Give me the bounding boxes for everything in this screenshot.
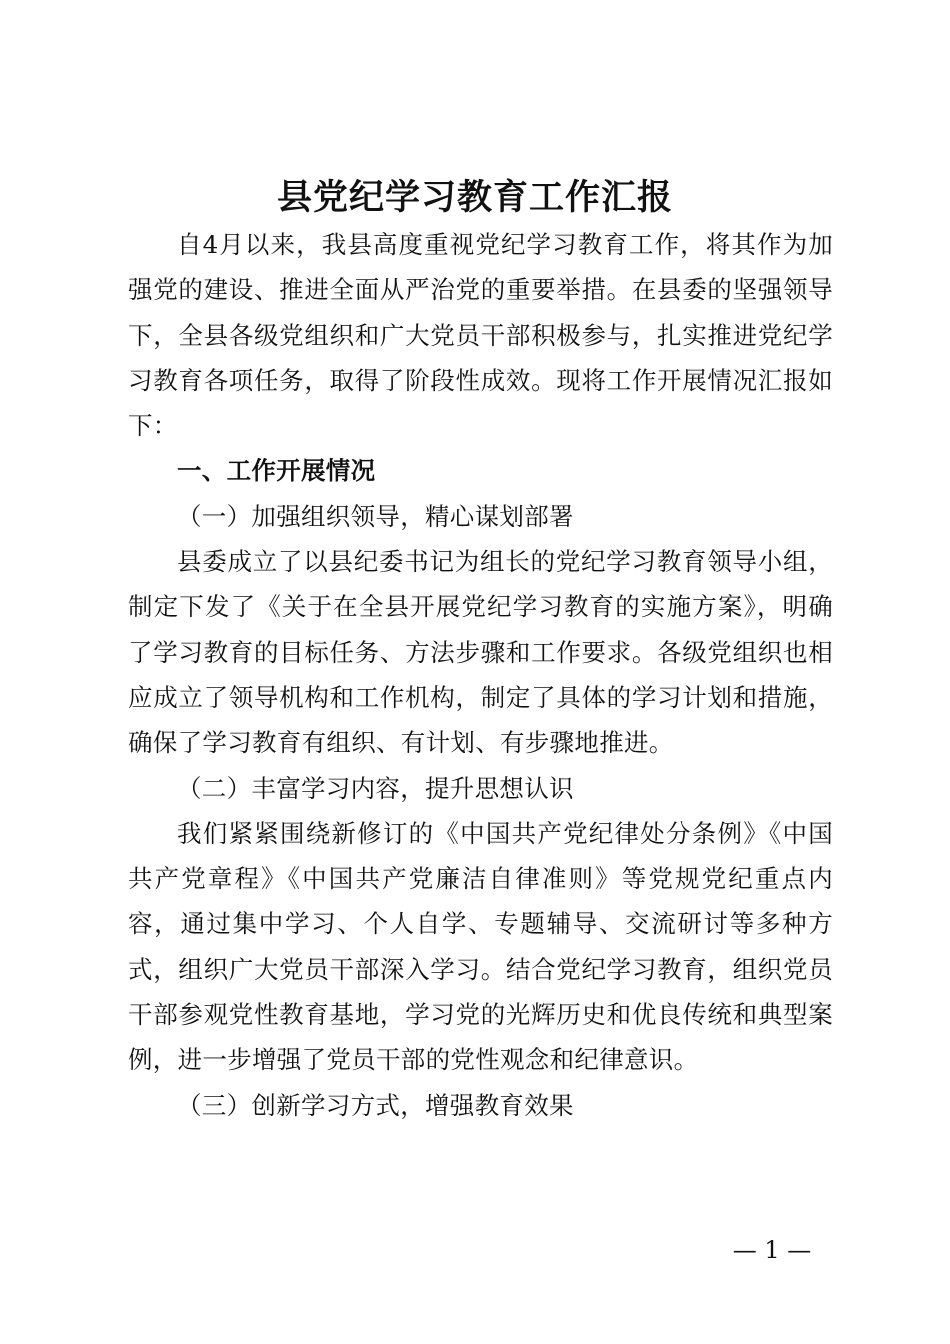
document-body: [128, 222, 833, 1128]
intro-paragraph: 自4月以来，我县高度重视党纪学习教育工作，将其作为加强党的建设、推进全面从严治党的重要举措。在县委的坚强领导下，全县各级党组织和广大党员干部积极参与，扎实推进党纪学习教育各项任务，取得了阶段性成效。现将工作开展情况汇报如下：: [128, 230, 833, 441]
subsection-heading-2: （二）丰富学习内容，提升思想认识: [177, 773, 574, 803]
subsection-heading-3: （三）创新学习方式，增强教育效果: [177, 1090, 574, 1120]
subsection-paragraph-1: 县委成立了以县纪委书记为组长的党纪学习教育领导小组，制定下发了《关于在全县开展党纪学习教育的实施方案》，明确了学习教育的目标任务、方法步骤和工作要求。各级党组织也相应成立了领导机构和工作机构，制定了具体的学习计划和措施，确保了学习教育有组织、有计划、有步骤地推进。: [128, 547, 833, 758]
subsection-paragraph-2: 我们紧紧围绕新修订的《中国共产党纪律处分条例》《中国共产党章程》《中国共产党廉洁自律准则》等党规党纪重点内容，通过集中学习、个人自学、专题辅导、交流研讨等多种方式，组织广大党员干部深入学习。结合党纪学习教育，组织党员干部参观党性教育基地，学习党的光辉历史和优良传统和典型案例，进一步增强了党员干部的党性观念和纪律意识。: [128, 818, 833, 1075]
section-heading-1: 一、工作开展情况: [177, 456, 376, 486]
subsection-heading-1: （一）加强组织领导，精心谋划部署: [177, 501, 574, 531]
page-number: — 1 —: [732, 1236, 812, 1264]
document-title: 县党纪学习教育工作汇报: [276, 178, 673, 218]
